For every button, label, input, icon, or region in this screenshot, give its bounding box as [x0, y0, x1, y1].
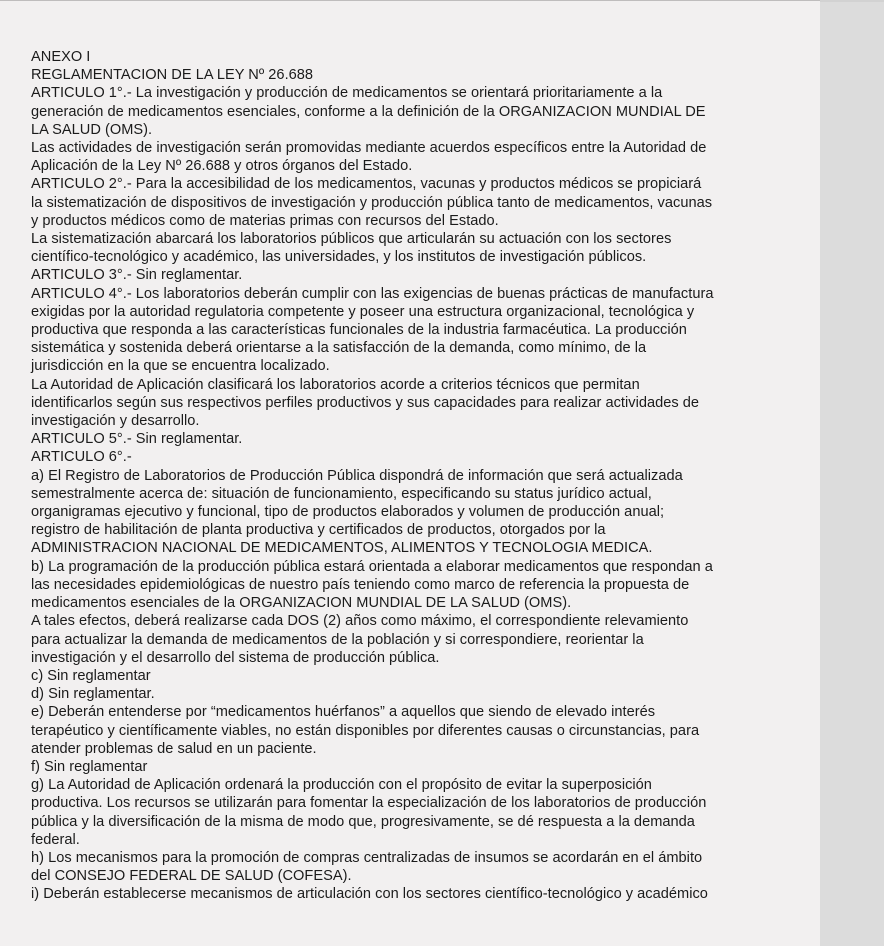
doc-line: ARTICULO 3°.- Sin reglamentar.	[31, 267, 243, 284]
doc-line: REGLAMENTACION DE LA LEY Nº 26.688	[31, 67, 314, 84]
doc-line: e) Deberán entenderse por “medicamentos huérfanos” a aquellos que siendo de elevado interés	[31, 704, 656, 721]
document-page	[0, 1, 820, 946]
doc-line: exigidas por la autoridad regulatoria competente y poseer una estructura organizacional, tecnológica y	[31, 303, 695, 320]
page-right-gutter	[820, 0, 884, 946]
doc-line: jurisdicción en la que se encuentra localizado.	[31, 358, 330, 375]
doc-line: las necesidades epidemiológicas de nuestro país teniendo como marco de referencia la propuesta de	[31, 576, 690, 593]
doc-line: terapéutico y científicamente viables, no están disponibles por diferentes causas o circunstancias, para	[31, 722, 700, 739]
doc-line: b) La programación de la producción pública estará orientada a elaborar medicamentos que respondan a	[31, 558, 713, 575]
doc-line: LA SALUD (OMS).	[31, 121, 153, 138]
doc-line: d) Sin reglamentar.	[31, 686, 155, 703]
doc-line: del CONSEJO FEDERAL DE SALUD (COFESA).	[31, 868, 352, 885]
doc-line: sistemática y sostenida deberá orientarse a la satisfacción de la demanda, como mínimo, de la	[31, 340, 647, 357]
doc-line: f) Sin reglamentar	[31, 758, 148, 775]
doc-line: investigación y desarrollo.	[31, 413, 200, 430]
doc-line: científico-tecnológico y académico, las universidades, y los institutos de investigación públicos.	[31, 249, 647, 266]
doc-line: ARTICULO 2°.- Para la accesibilidad de los medicamentos, vacunas y productos médicos se propiciará	[31, 176, 702, 193]
doc-line: para actualizar la demanda de medicamentos de la población y si correspondiere, reorientar la	[31, 631, 644, 648]
doc-line: ARTICULO 4°.- Los laboratorios deberán cumplir con las exigencias de buenas prácticas de manufactura	[31, 285, 714, 302]
doc-line: investigación y el desarrollo del sistema de producción pública.	[31, 649, 440, 666]
doc-line: La Autoridad de Aplicación clasificará los laboratorios acorde a criterios técnicos que permitan	[31, 376, 640, 393]
doc-line: federal.	[31, 831, 80, 848]
doc-line: productiva. Los recursos se utilizarán para fomentar la especialización de los laboratorios de producción	[31, 795, 707, 812]
doc-line: la sistematización de dispositivos de investigación y producción pública tanto de medicamentos, vacunas	[31, 194, 713, 211]
doc-line: atender problemas de salud en un paciente.	[31, 740, 317, 757]
doc-line: pública y la diversificación de la misma de modo que, progresivamente, se dé respuesta a la demanda	[31, 813, 695, 830]
doc-line: registro de habilitación de planta productiva y certificados de productos, otorgados por la	[31, 522, 606, 539]
doc-line: g) La Autoridad de Aplicación ordenará la producción con el propósito de evitar la superposición	[31, 777, 652, 794]
doc-line: h) Los mecanismos para la promoción de compras centralizadas de insumos se acordarán en el ámbito	[31, 849, 703, 866]
doc-line: productiva que responda a las características funcionales de la industria farmacéutica. La producción	[31, 322, 687, 339]
page-right-gutter-edge	[820, 0, 884, 2]
doc-line: A tales efectos, deberá realizarse cada DOS (2) años como máximo, el correspondiente relevamiento	[31, 613, 689, 630]
doc-line: ARTICULO 6°.-	[31, 449, 132, 466]
doc-line: identificarlos según sus respectivos perfiles productivos y sus capacidades para realizar actividades de	[31, 394, 700, 411]
doc-line: generación de medicamentos esenciales, conforme a la definición de la ORGANIZACION MUNDIAL DE	[31, 103, 706, 120]
doc-line: ARTICULO 1°.- La investigación y producción de medicamentos se orientará prioritariamente a la	[31, 85, 663, 102]
document-text-body	[31, 48, 795, 904]
doc-line: i) Deberán establecerse mecanismos de articulación con los sectores científico-tecnológico y académico	[31, 886, 708, 903]
doc-line: semestralmente acerca de: situación de funcionamiento, especificando su status jurídico actual,	[31, 485, 652, 502]
doc-line: ANEXO I	[31, 49, 91, 65]
doc-line: medicamentos esenciales de la ORGANIZACION MUNDIAL DE LA SALUD (OMS).	[31, 595, 572, 612]
doc-line: c) Sin reglamentar	[31, 667, 151, 684]
doc-line: Aplicación de la Ley Nº 26.688 y otros órganos del Estado.	[31, 158, 413, 175]
doc-line: ARTICULO 5°.- Sin reglamentar.	[31, 431, 243, 448]
clipped-previous-line	[0, 1, 820, 2]
doc-line: La sistematización abarcará los laboratorios públicos que articularán su actuación con los sectores	[31, 231, 672, 248]
doc-line: y productos médicos como de materias primas con recursos del Estado.	[31, 212, 499, 229]
doc-line: a) El Registro de Laboratorios de Producción Pública dispondrá de información que será actualizada	[31, 467, 683, 484]
doc-line: ADMINISTRACION NACIONAL DE MEDICAMENTOS, ALIMENTOS Y TECNOLOGIA MEDICA.	[31, 540, 653, 557]
doc-line: organigramas ejecutivo y funcional, tipo de productos elaborados y volumen de producción anual;	[31, 504, 665, 521]
doc-line: Las actividades de investigación serán promovidas mediante acuerdos específicos entre la Autoridad de	[31, 140, 707, 157]
